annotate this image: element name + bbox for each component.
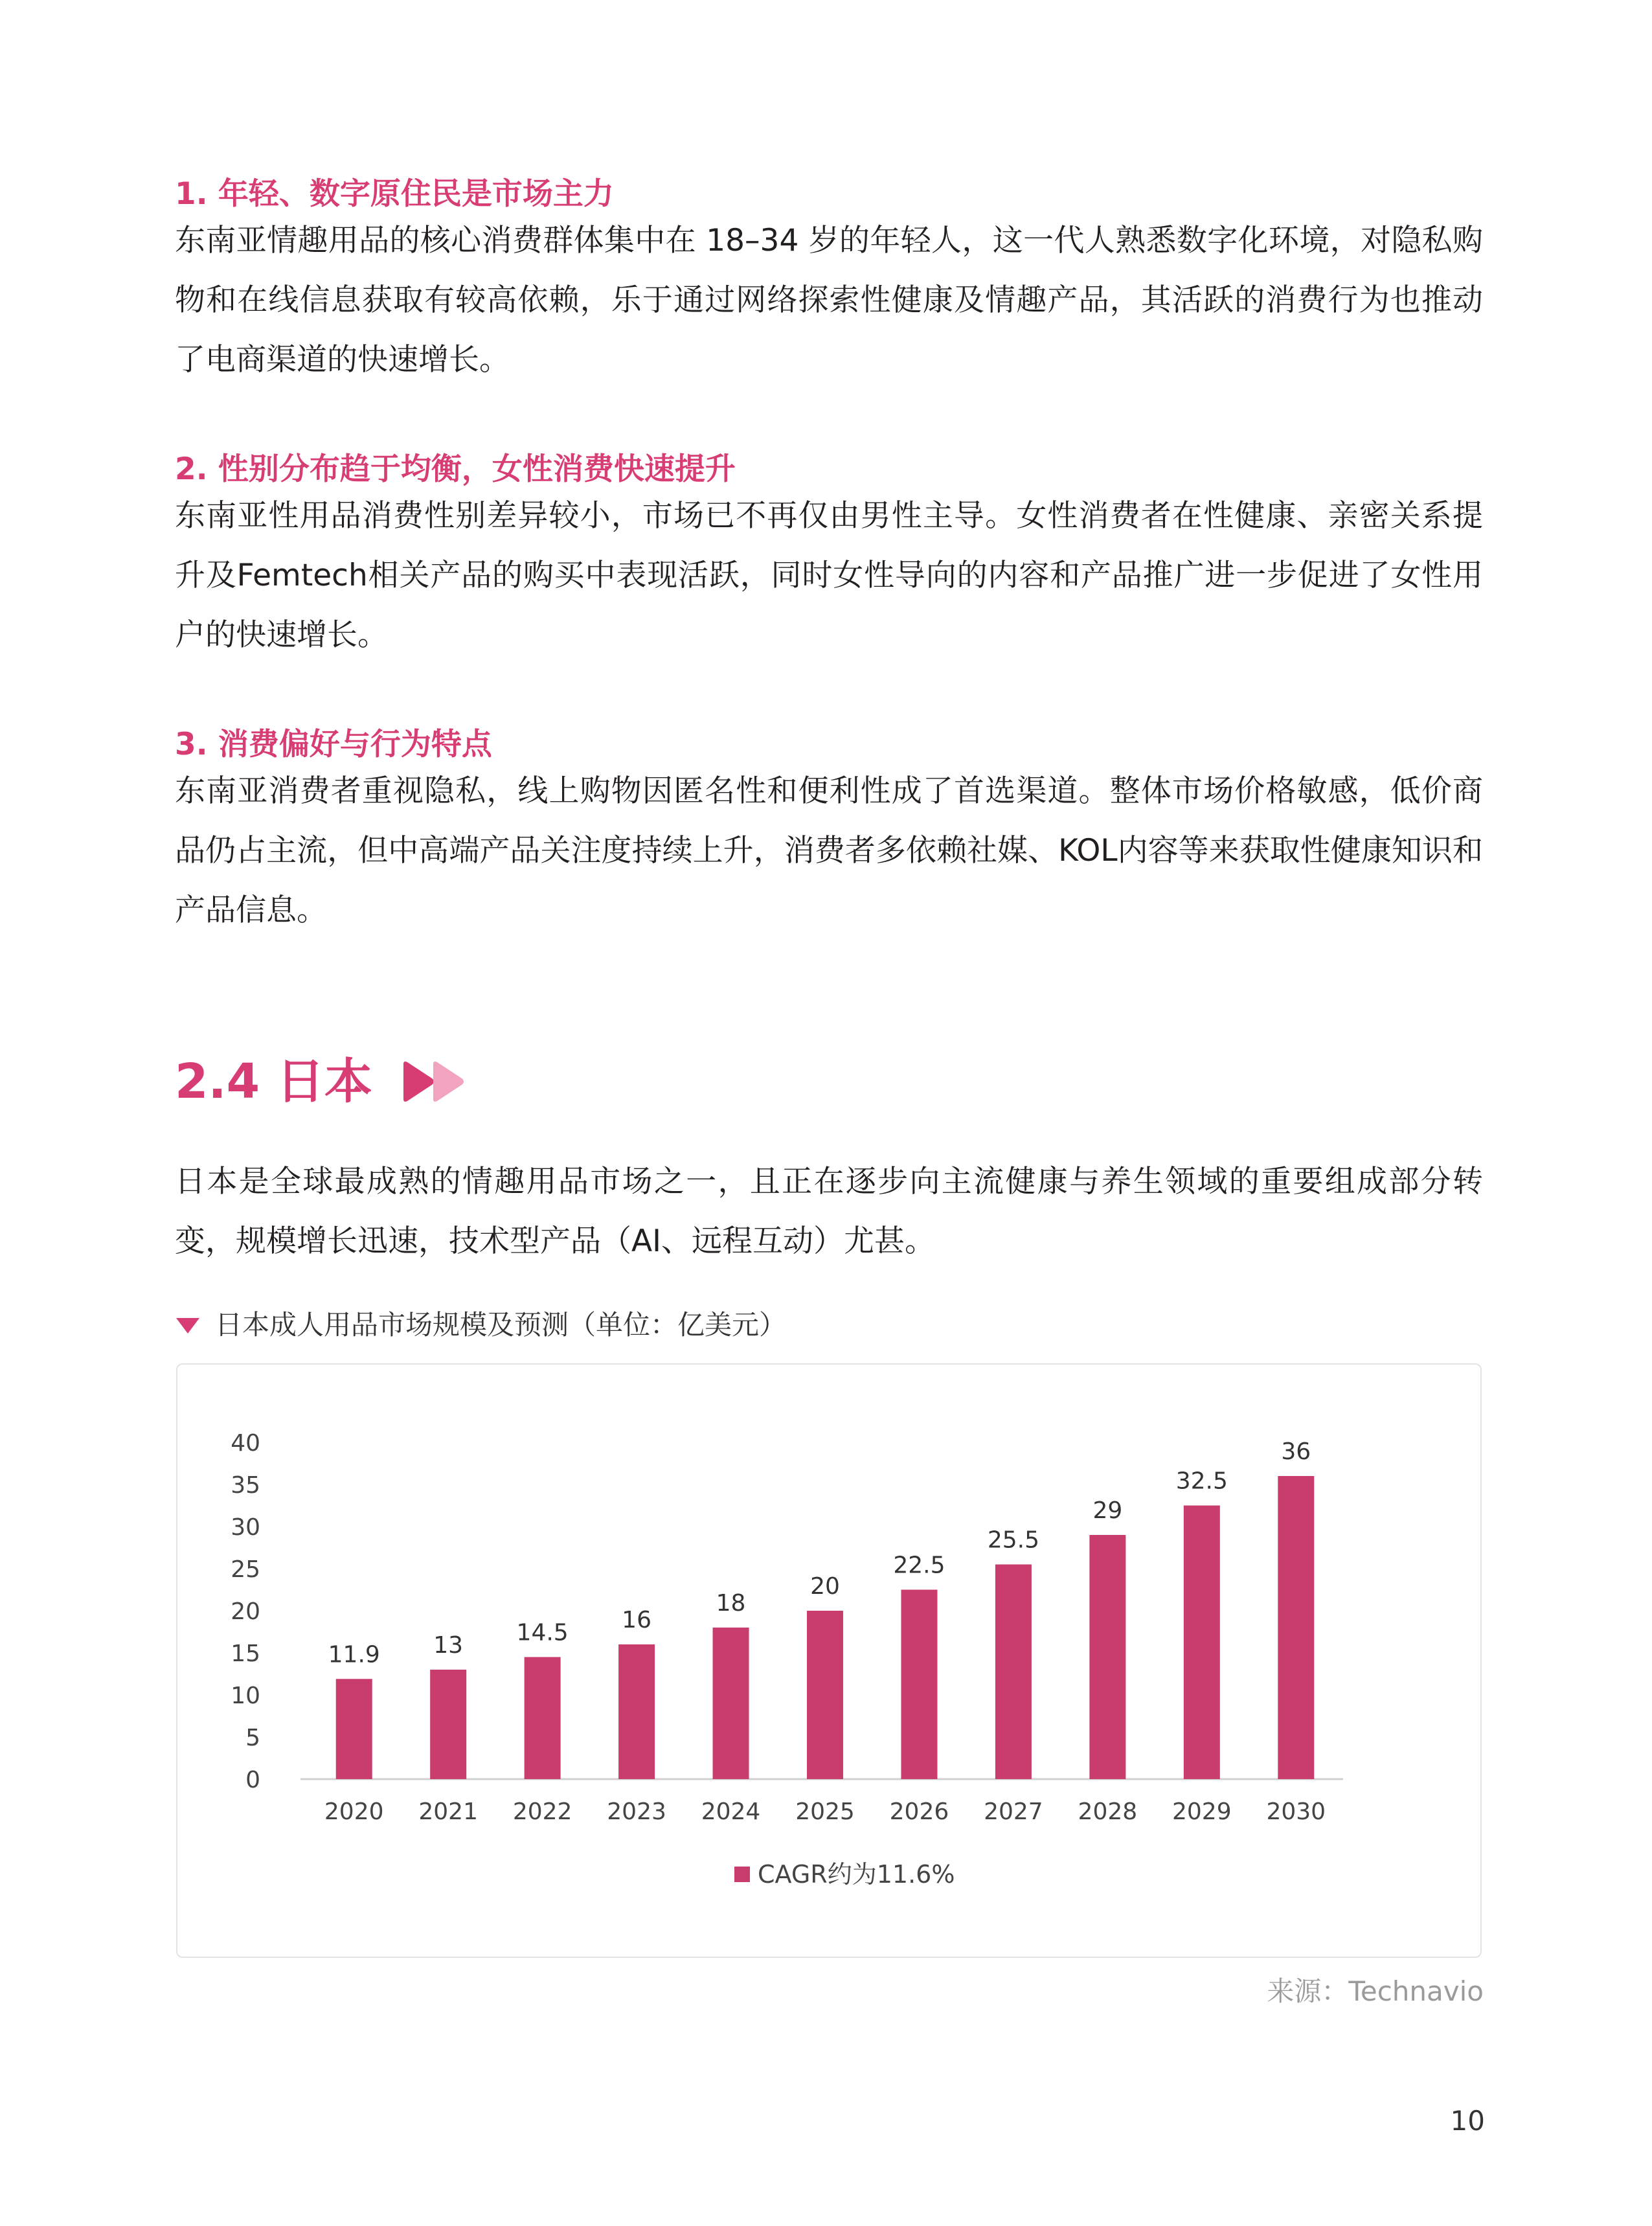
x-axis-ticks [324, 1799, 1326, 1825]
bar-chart [177, 1365, 1480, 1957]
y-tick-label: 30 [231, 1514, 260, 1541]
bar [336, 1679, 372, 1779]
y-tick-label: 40 [231, 1430, 260, 1457]
x-tick-label: 2026 [889, 1799, 949, 1825]
bar [525, 1657, 561, 1780]
data-label: 36 [1281, 1438, 1311, 1465]
chart-container [176, 1363, 1482, 1958]
bar [901, 1590, 937, 1780]
x-tick-label: 2028 [1078, 1799, 1138, 1825]
data-label: 32.5 [1175, 1468, 1228, 1495]
triangle-down-icon [175, 1315, 201, 1335]
page-number: 10 [1450, 2105, 1485, 2137]
x-tick-label: 2021 [418, 1799, 478, 1825]
section-title-japan [175, 1049, 466, 1114]
x-tick-label: 2022 [512, 1799, 572, 1825]
x-tick-label: 2020 [324, 1799, 384, 1825]
x-tick-label: 2027 [984, 1799, 1043, 1825]
section-body-3: 东南亚消费者重视隐私，线上购物因匿名性和便利性成了首选渠道。整体市场价格敏感，低价商品仍占主流，但中高端产品关注度持续上升，消费者多依赖社媒、KOL内容等来获取性健康知识和产品信息。 [175, 773, 1483, 928]
data-label: 14.5 [516, 1619, 569, 1646]
data-label: 13 [433, 1632, 464, 1659]
section-heading-1: 1. 年轻、数字原住民是市场主力 [175, 176, 614, 212]
x-tick-label: 2030 [1266, 1799, 1326, 1825]
bar [807, 1611, 843, 1779]
data-label: 25.5 [987, 1527, 1039, 1554]
data-label: 29 [1092, 1497, 1123, 1524]
x-tick-label: 2023 [607, 1799, 666, 1825]
bar [1184, 1506, 1220, 1780]
chart-caption [175, 1306, 786, 1345]
x-tick-label: 2024 [701, 1799, 761, 1825]
legend-label: CAGR约为11.6% [758, 1860, 955, 1889]
bars [336, 1476, 1315, 1779]
section-heading-2: 2. 性别分布趋于均衡，女性消费快速提升 [175, 451, 736, 487]
y-tick-label: 0 [245, 1767, 260, 1793]
section-title-text: 2.4 日本 [175, 1054, 372, 1109]
y-axis-ticks [231, 1430, 260, 1793]
data-label: 18 [716, 1590, 746, 1617]
y-tick-label: 20 [231, 1598, 260, 1625]
section-heading-3: 3. 消费偏好与行为特点 [175, 727, 492, 762]
data-label: 22.5 [893, 1552, 945, 1579]
legend [734, 1860, 955, 1889]
bar [1278, 1476, 1314, 1779]
japan-intro: 日本是全球最成熟的情趣用品市场之一，且正在逐步向主流健康与养生领域的重要组成部分转变，规模增长迅速，技术型产品（AI、远程互动）尤甚。 [175, 1164, 1483, 1259]
bar [713, 1628, 749, 1779]
y-tick-label: 25 [231, 1556, 260, 1583]
y-tick-label: 10 [231, 1683, 260, 1709]
y-tick-label: 5 [245, 1725, 260, 1751]
data-label: 16 [622, 1607, 651, 1633]
section-body-1: 东南亚情趣用品的核心消费群体集中在 18–34 岁的年轻人，这一代人熟悉数字化环境，对隐私购物和在线信息获取有较高依赖，乐于通过网络探索性健康及情趣产品，其活跃的消费行为也推动了电商渠道的快速增长。 [175, 223, 1483, 378]
bar [1089, 1535, 1126, 1779]
y-tick-label: 15 [231, 1641, 260, 1667]
x-tick-label: 2025 [795, 1799, 855, 1825]
source-note: 来源：Technavio [1267, 1975, 1484, 2007]
section-body-2: 东南亚性用品消费性别差异较小，市场已不再仅由男性主导。女性消费者在性健康、亲密关系提升及Femtech相关产品的购买中表现活跃，同时女性导向的内容和产品推广进一步促进了女性用户的快速增长。 [175, 498, 1483, 653]
bar [995, 1565, 1032, 1780]
double-arrow-icon [401, 1059, 466, 1104]
legend-swatch [734, 1867, 750, 1882]
y-tick-label: 35 [231, 1472, 260, 1499]
bar [618, 1644, 655, 1779]
chart-caption-text: 日本成人用品市场规模及预测（单位：亿美元） [215, 1309, 787, 1341]
data-label: 11.9 [328, 1641, 380, 1668]
x-tick-label: 2029 [1172, 1799, 1232, 1825]
data-label: 20 [810, 1573, 840, 1600]
bar [430, 1670, 466, 1779]
